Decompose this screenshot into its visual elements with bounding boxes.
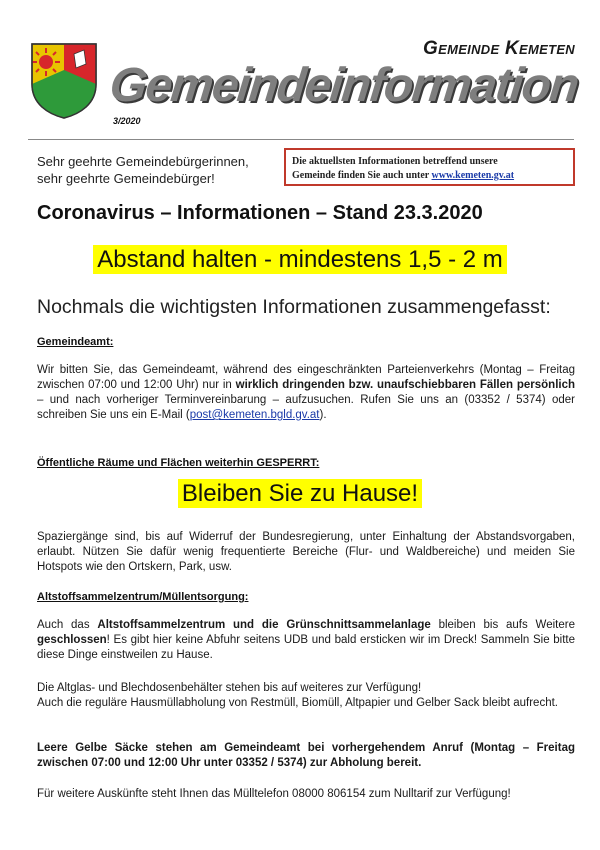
email-link[interactable]: post@kemeten.bgld.gv.at xyxy=(189,409,320,421)
office-text-1: Wir bitten Sie, das Gemeindeamt, während des eingeschränkten Parteienverkehrs (Montag – Freitag zwischen 07:00 und 12:00 Uhr) nur in xyxy=(37,364,575,391)
office-paragraph xyxy=(37,363,575,423)
office-text-end: ). xyxy=(319,409,327,421)
section-heading-office: Gemeindeamt: xyxy=(37,336,114,348)
waste-paragraph-3: Leere Gelbe Säcke stehen am Gemeindeamt bei vorhergehendem Anruf (Montag – Freitag zwischen 07:00 und 12:00 Uhr unter 03352 / 5374) zur Abholung bereit. xyxy=(37,742,575,769)
website-link[interactable]: www.kemeten.gv.at xyxy=(431,170,515,181)
website-info-box xyxy=(284,148,575,186)
distance-highlight: Abstand halten - mindestens 1,5 - 2 m xyxy=(93,245,507,274)
waste-p2-line-2: Auch die reguläre Hausmüllabholung von Restmüll, Biomüll, Altpapier und Gelber Sack bleibt aufrecht. xyxy=(37,697,558,709)
waste-text-bold-1: Altstoffsammelzentrum und die Grünschnittsammelanlage xyxy=(97,619,431,631)
waste-paragraph-2 xyxy=(37,681,575,711)
infobox-line-1: Die aktuellsten Informationen betreffend unsere xyxy=(292,156,498,167)
infobox-line-2 xyxy=(292,169,567,183)
stay-home-banner xyxy=(0,480,600,508)
header-divider xyxy=(28,139,574,140)
office-text-2: – und nach vorheriger Terminvereinbarung – aufzusuchen. Rufen Sie uns an (03352 / 5374) oder schreiben Sie uns ein E-Mail ( xyxy=(37,394,575,421)
waste-p2-line-1: Die Altglas- und Blechdosenbehälter stehen bis auf weiteres zur Verfügung! xyxy=(37,682,422,694)
greeting-line-1: Sehr geehrte Gemeindebürgerinnen, xyxy=(37,154,249,169)
waste-text-bold-2: geschlossen xyxy=(37,634,107,646)
section-heading-public: Öffentliche Räume und Flächen weiterhin GESPERRT: xyxy=(37,457,320,469)
public-paragraph: Spaziergänge sind, bis auf Widerruf der Bundesregierung, unter Einhaltung der Abstandsvorgaben, erlaubt. Nützen Sie dafür wenig frequentierte Bereiche (Flur- und Waldbereiche) und meiden Sie Hotspots wie den Ortskern, Park, usw. xyxy=(37,531,575,573)
coat-of-arms-logo xyxy=(28,40,100,120)
greeting-line-2: sehr geehrte Gemeindebürger! xyxy=(37,171,215,186)
waste-paragraph-4: Für weitere Auskünfte steht Ihnen das Mülltelefon 08000 806154 zum Nulltarif zur Verfügung! xyxy=(37,788,511,800)
greeting xyxy=(37,153,249,187)
summary-heading: Nochmals die wichtigsten Informationen zusammengefasst: xyxy=(37,296,551,318)
issue-number: 3/2020 xyxy=(113,116,141,126)
section-heading-waste: Altstoffsammelzentrum/Müllentsorgung: xyxy=(37,591,249,603)
waste-text-c: ! Es gibt hier keine Abfuhr seitens UDB und bald ersticken wir im Dreck! Sammeln Sie bitte diese Dinge einstweilen zu Hause. xyxy=(37,634,575,661)
infobox-line-2-text: Gemeinde finden Sie auch unter xyxy=(292,170,432,181)
masthead-title: Gemeindeinformation xyxy=(107,59,581,112)
stay-home-highlight: Bleiben Sie zu Hause! xyxy=(178,479,422,508)
waste-text-b: bleiben bis aufs Weitere xyxy=(430,619,575,631)
municipality-name: Gemeinde Kemeten xyxy=(423,38,575,59)
waste-paragraph-1 xyxy=(37,618,575,663)
page-title: Coronavirus – Informationen – Stand 23.3.2020 xyxy=(37,202,483,224)
office-text-bold: wirklich dringenden bzw. unaufschiebbaren Fällen persönlich xyxy=(235,379,576,391)
waste-text-a: Auch das xyxy=(37,619,98,631)
distance-banner xyxy=(0,246,600,274)
